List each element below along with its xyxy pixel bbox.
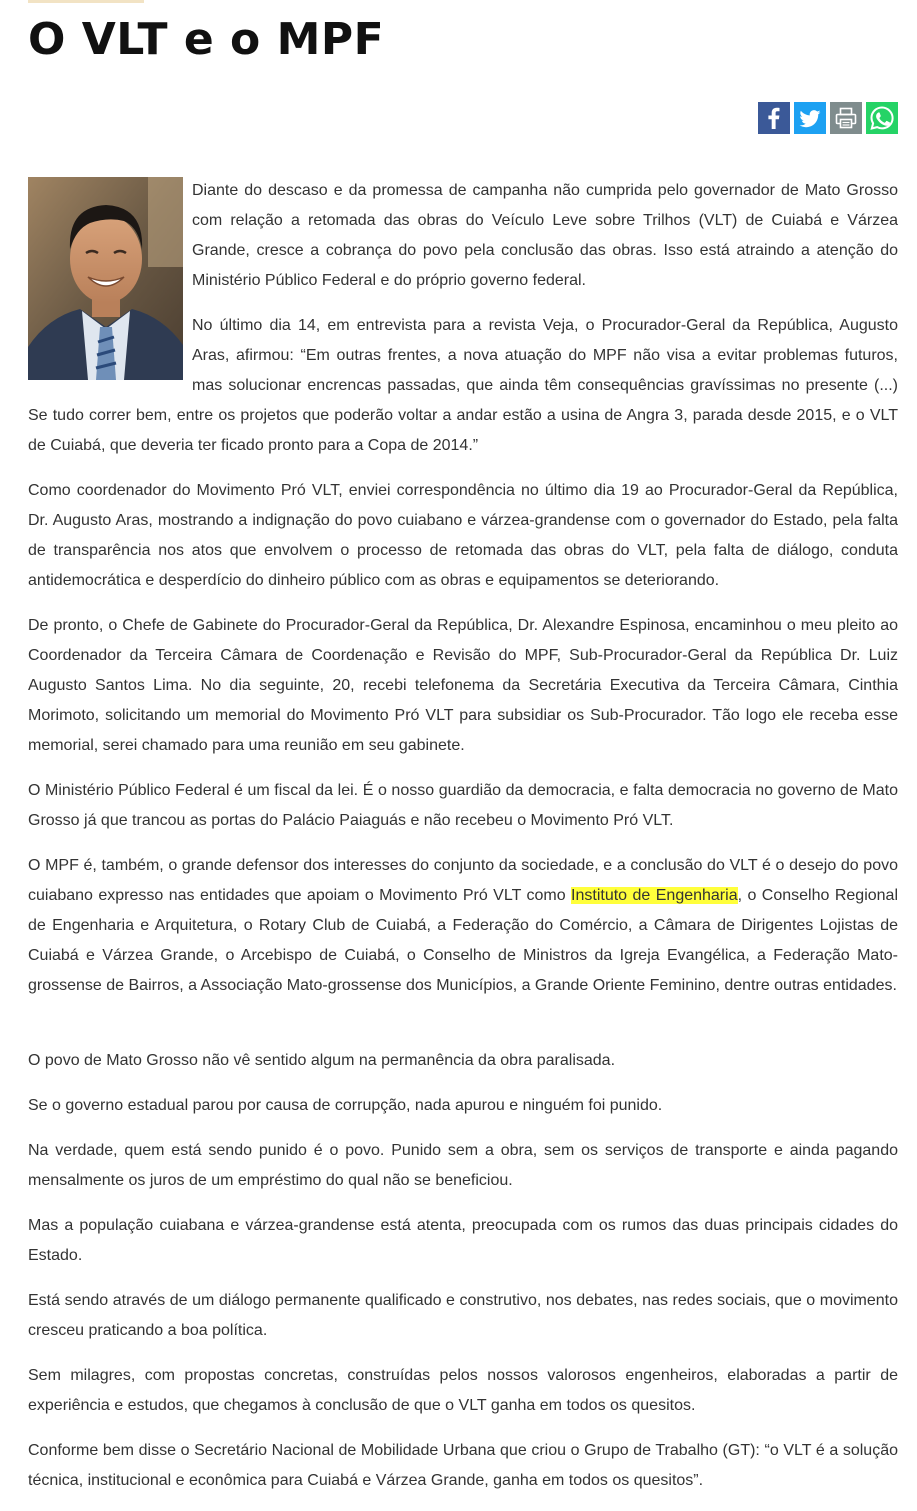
- facebook-share-button[interactable]: [758, 102, 790, 134]
- paragraph-8: Se o governo estadual parou por causa de corrupção, nada apurou e ninguém foi punido.: [28, 1097, 663, 1114]
- article-body: [28, 176, 898, 1511]
- paragraph-6-text-before: O MPF é, também, o grande defensor dos interesses do conjunto da sociedade, e a conclusão do VLT é o desejo do povo cuiabano expresso nas entidades que apoiam o Movimento Pró VLT como: [28, 857, 898, 904]
- article-title: O VLT e o MPF: [28, 14, 385, 65]
- paragraph-9: Na verdade, quem está sendo punido é o povo. Punido sem a obra, sem os serviços de transporte e ainda pagando mensalmente os juros de um empréstimo do qual não se beneficiou.: [28, 1142, 898, 1189]
- paragraph-7: O povo de Mato Grosso não vê sentido algum na permanência da obra paralisada.: [28, 1052, 616, 1069]
- paragraph-12: Sem milagres, com propostas concretas, construídas pelos nossos valorosos engenheiros, elaboradas a partir de experiência e estudos, que chegamos à conclusão de que o VLT ganha em todos os quesitos.: [28, 1367, 898, 1414]
- paragraph-6: [28, 851, 898, 1001]
- paragraph-4: De pronto, o Chefe de Gabinete do Procurador-Geral da República, Dr. Alexandre Espinosa, encaminhou o meu pleito ao Coordenador da Terceira Câmara de Coordenação e Revisão do MPF, Sub-Procurador-Geral da República Dr. Luiz Augusto Santos Lima. No dia seguinte, 20, recebi telefonema da Secretária Executiva da Terceira Câmara, Cinthia Morimoto, solicitando um memorial do Movimento Pró VLT para subsidiar os Sub-Procurador. Tão logo ele receba esse memorial, serei chamado para uma reunião em seu gabinete.: [28, 617, 898, 754]
- paragraph-10: Mas a população cuiabana e várzea-grandense está atenta, preocupada com os rumos das duas principais cidades do Estado.: [28, 1217, 898, 1264]
- share-bar: [758, 102, 898, 134]
- facebook-icon: [758, 102, 790, 134]
- paragraph-6-text-after: , o Conselho Regional de Engenharia e Arquitetura, o Rotary Club de Cuiabá, a Federação do Comércio, a Câmara de Dirigentes Lojistas de Cuiabá e Várzea Grande, o Arcebispo de Cuiabá, o Conselho de Ministros da Igreja Evangélica, a Federação Mato-grossense de Bairros, a Associação Mato-grossense dos Municípios, a Grande Oriente Feminino, dentre outras entidades.: [28, 887, 898, 994]
- twitter-icon: [794, 102, 826, 134]
- top-decorative-rule: [28, 0, 144, 3]
- paragraph-2: No último dia 14, em entrevista para a revista Veja, o Procurador-Geral da República, Augusto Aras, afirmou: “Em outras frentes, a nova atuação do MPF não visa a evitar problemas futuros, mas solucionar encrencas passadas, que ainda têm consequências gravíssimas no presente (...) Se tudo correr bem, entre os projetos que poderão voltar a andar estão a usina de Angra 3, parada desde 2015, e o VLT de Cuiabá, que deveria ter ficado pronto para a Copa de 2014.”: [28, 317, 898, 454]
- whatsapp-share-button[interactable]: [866, 102, 898, 134]
- print-icon: [830, 102, 862, 134]
- twitter-share-button[interactable]: [794, 102, 826, 134]
- highlighted-link-instituto-de-engenharia[interactable]: Instituto de Engenharia: [571, 887, 738, 904]
- paragraph-3: Como coordenador do Movimento Pró VLT, enviei correspondência no último dia 19 ao Procurador-Geral da República, Dr. Augusto Aras, mostrando a indignação do povo cuiabano e várzea-grandense com o governador do Estado, pela falta de transparência nos atos que envolvem o processo de retomada das obras do VLT, pela falta de diálogo, conduta antidemocrática e desperdício do dinheiro público com as obras e equipamentos se deteriorando.: [28, 482, 898, 589]
- paragraph-11: Está sendo através de um diálogo permanente qualificado e construtivo, nos debates, nas redes sociais, que o movimento cresceu praticando a boa política.: [28, 1292, 898, 1339]
- print-button[interactable]: [830, 102, 862, 134]
- paragraph-13: Conforme bem disse o Secretário Nacional de Mobilidade Urbana que criou o Grupo de Trabalho (GT): “o VLT é a solução técnica, institucional e econômica para Cuiabá e Várzea Grande, ganha em todos os quesitos”.: [28, 1442, 898, 1489]
- author-photo: [28, 177, 183, 380]
- paragraph-1: Diante do descaso e da promessa de campanha não cumprida pelo governador de Mato Grosso com relação a retomada das obras do Veículo Leve sobre Trilhos (VLT) de Cuiabá e Várzea Grande, cresce a cobrança do povo pela conclusão das obras. Isso está atraindo a atenção do Ministério Público Federal e do próprio governo federal.: [192, 182, 898, 289]
- whatsapp-icon: [866, 102, 898, 134]
- paragraph-5: O Ministério Público Federal é um fiscal da lei. É o nosso guardião da democracia, e falta democracia no governo de Mato Grosso já que trancou as portas do Palácio Paiaguás e não recebeu o Movimento Pró VLT.: [28, 782, 898, 829]
